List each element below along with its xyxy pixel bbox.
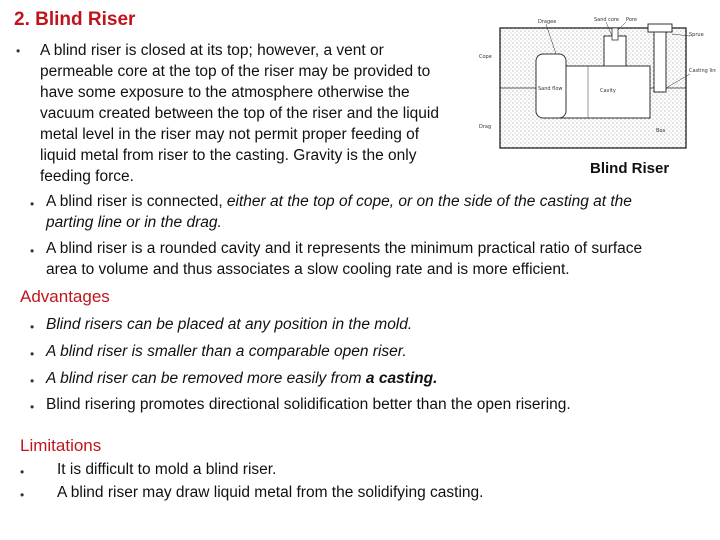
intro-bullet-1-line: liquid metal from riser to the casting. Gravity is the only xyxy=(40,147,417,164)
bullet-marker: • xyxy=(30,374,35,388)
advantage-item-3 xyxy=(46,368,437,389)
intro-bullet-1-line: A blind riser is closed at its top; however, a vent or xyxy=(40,42,384,59)
sprue-shape xyxy=(654,28,666,92)
slide-title: 2. Blind Riser xyxy=(14,9,136,30)
blind-riser-diagram xyxy=(476,14,716,154)
diagram-caption: Blind Riser xyxy=(590,160,670,177)
intro-bullet-1-line: vacuum created between the top of the riser and the liquid xyxy=(40,105,439,122)
intro-bullet-2-italic: either at the top of cope, or on the side of the casting at the xyxy=(222,193,632,210)
vent-core xyxy=(612,28,618,40)
diagram-label-cavity: Cavity xyxy=(600,88,616,94)
bullet-marker: • xyxy=(20,465,25,479)
limitation-item-2: A blind riser may draw liquid metal from the solidifying casting. xyxy=(57,484,484,501)
diagram-label-sand-core: Sand core xyxy=(594,17,619,23)
intro-bullet-3-line: A blind riser is a rounded cavity and it represents the minimum practical ratio of surface xyxy=(46,240,643,257)
diagram-label-sprue: Sprue xyxy=(689,32,704,38)
bullet-marker: • xyxy=(30,320,35,334)
limitations-heading: Limitations xyxy=(20,436,102,455)
diagram-label-casting-line: Casting line xyxy=(689,68,716,74)
diagram-label-dragee: Dragee xyxy=(538,19,557,25)
sand-core xyxy=(604,36,626,66)
intro-bullet-1-line: feeding force. xyxy=(40,168,134,185)
bullet-marker: • xyxy=(30,347,35,361)
intro-bullet-1-line: metal level in the riser may not permit proper feeding of xyxy=(40,126,420,143)
intro-bullet-2 xyxy=(46,191,706,233)
intro-bullet-1-line: permeable core at the top of the riser may be provided to xyxy=(40,63,431,80)
intro-bullet-1-line: have some exposure to the atmosphere otherwise the xyxy=(40,84,410,101)
bullet-marker: • xyxy=(30,197,35,211)
intro-bullet-1 xyxy=(40,40,480,187)
bullet-marker: • xyxy=(20,488,25,502)
advantage-item-1: Blind risers can be placed at any position in the mold. xyxy=(46,316,413,333)
advantage-item-4: Blind risering promotes directional solidification better than the open risering. xyxy=(46,396,571,413)
limitation-item-1: It is difficult to mold a blind riser. xyxy=(57,461,277,478)
diagram-label-drag: Drag xyxy=(479,124,492,130)
intro-bullet-2-italic-line2: parting line or in the drag. xyxy=(46,214,222,231)
diagram-label-sand-flow: Sand flow xyxy=(538,86,563,92)
intro-bullet-3-line: area to volume and thus associates a slow cooling rate and is more efficient. xyxy=(46,261,570,278)
advantage-item-3-text: A blind riser can be removed more easily from xyxy=(46,370,366,387)
advantage-item-3-bold: a casting. xyxy=(365,370,438,387)
pouring-basin xyxy=(648,24,672,32)
advantages-heading: Advantages xyxy=(20,287,110,306)
advantage-item-2: A blind riser is smaller than a comparable open riser. xyxy=(46,343,407,360)
diagram-label-box: Box xyxy=(656,128,666,134)
diagram-label-cope: Cope xyxy=(479,54,492,60)
diagram-drawing xyxy=(476,14,716,154)
bullet-marker: • xyxy=(30,244,35,258)
bullet-marker: • xyxy=(16,44,21,58)
bullet-marker: • xyxy=(30,400,35,414)
intro-bullet-2-normal: A blind riser is connected, xyxy=(46,193,223,210)
intro-bullet-3 xyxy=(46,238,716,280)
diagram-label-pore: Pore xyxy=(626,17,637,23)
